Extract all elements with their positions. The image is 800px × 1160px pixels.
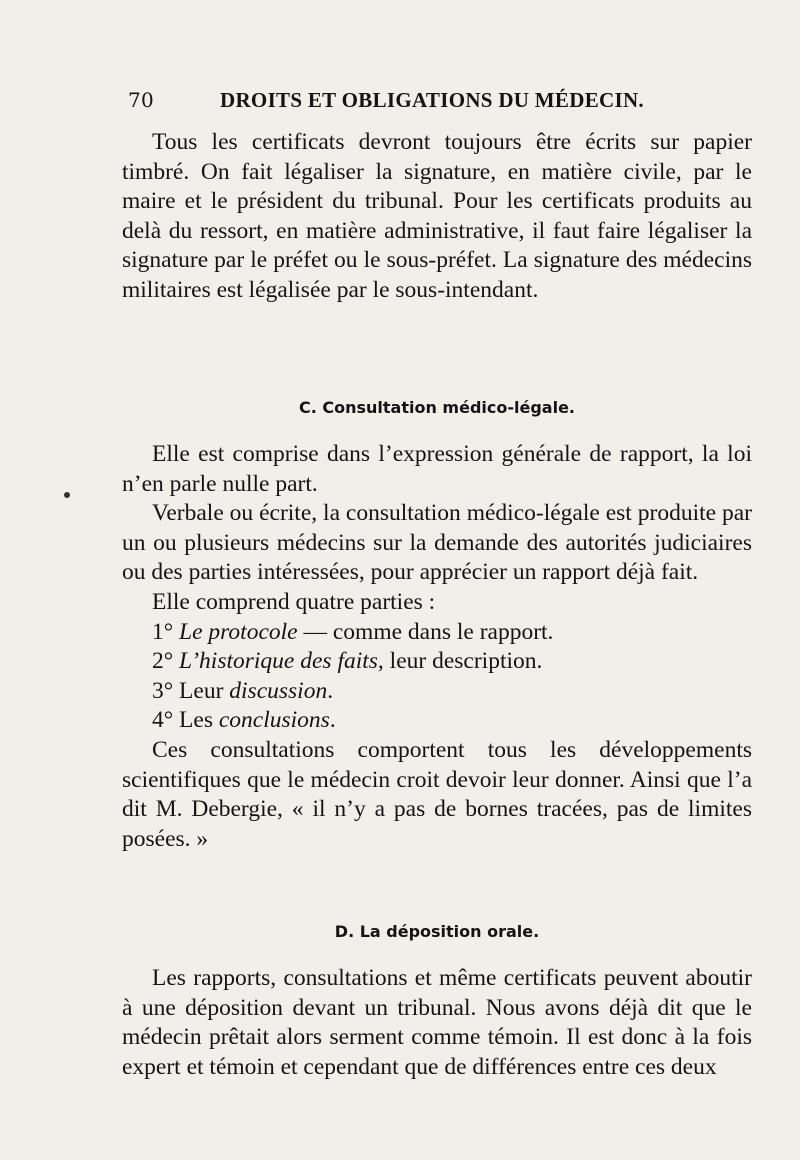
- part-rest: — comme dans le rapport.: [297, 618, 554, 645]
- part-number: 2°: [152, 648, 174, 675]
- part-rest: .: [327, 677, 334, 704]
- intro-block: [122, 128, 752, 306]
- list-item: [122, 647, 752, 677]
- page-number: 70: [128, 88, 155, 112]
- section-d-block: [122, 964, 752, 1082]
- paper-speck: [64, 492, 70, 498]
- part-number: 3°: [152, 677, 174, 704]
- running-header: [128, 88, 748, 118]
- section-c-heading: C. Consultation médico-légale.: [298, 398, 576, 417]
- list-item: [122, 677, 752, 707]
- part-pre: Leur: [179, 677, 230, 704]
- part-rest: .: [329, 707, 336, 734]
- section-d-paragraph-1: Les rapports, consultations et même certificats peuvent aboutir à une déposition devant un tribunal. Nous avons déjà dit que le médecin prêtait alors serment comme témoin. Il est donc à la fois expert et témoin et cependant que de différences entre ces deux: [122, 965, 752, 1080]
- intro-paragraph: Tous les certificats devront toujours être écrits sur papier timbré. On fait légaliser la signature, en matière civile, par le maire et le président du tribunal. Pour les certificats produits au delà du ressort, en matière administrative, il faut faire légaliser la signature par le préfet ou le sous-préfet. La signature des médecins militaires est légalisée par le sous-intendant.: [122, 129, 752, 303]
- running-title: DROITS ET OBLIGATIONS DU MÉDECIN.: [220, 88, 644, 112]
- list-item: [122, 706, 752, 736]
- section-c-paragraph-1: Elle est comprise dans l’expression générale de rapport, la loi n’en parle nulle part.: [122, 441, 752, 497]
- part-rest: , leur description.: [377, 648, 543, 675]
- list-item: [122, 618, 752, 648]
- part-term: conclusions: [218, 707, 330, 734]
- part-number: 4°: [152, 707, 174, 734]
- part-term: discussion: [229, 677, 328, 704]
- parts-list: [122, 618, 752, 736]
- section-c-paragraph-2: Verbale ou écrite, la consultation médico-légale est produite par un ou plusieurs médecins sur la demande des autorités judiciaires ou des parties intéressées, pour apprécier un rapport déjà fait.: [122, 500, 752, 586]
- section-c-paragraph-3: Ces consultations comportent tous les développements scientifiques que le médecin croit devoir leur donner. Ainsi que l’a dit M. Debergie, « il n’y a pas de bornes tracées, pas de limites posées. »: [122, 736, 752, 852]
- section-c-block: [122, 440, 752, 854]
- section-d-heading: D. La déposition orale.: [334, 922, 540, 941]
- part-term: L’historique des faits: [179, 648, 378, 675]
- part-pre: Les: [179, 707, 219, 734]
- part-term: Le protocole: [179, 618, 298, 645]
- part-number: 1°: [152, 618, 174, 645]
- parts-intro: Elle comprend quatre parties :: [152, 588, 436, 615]
